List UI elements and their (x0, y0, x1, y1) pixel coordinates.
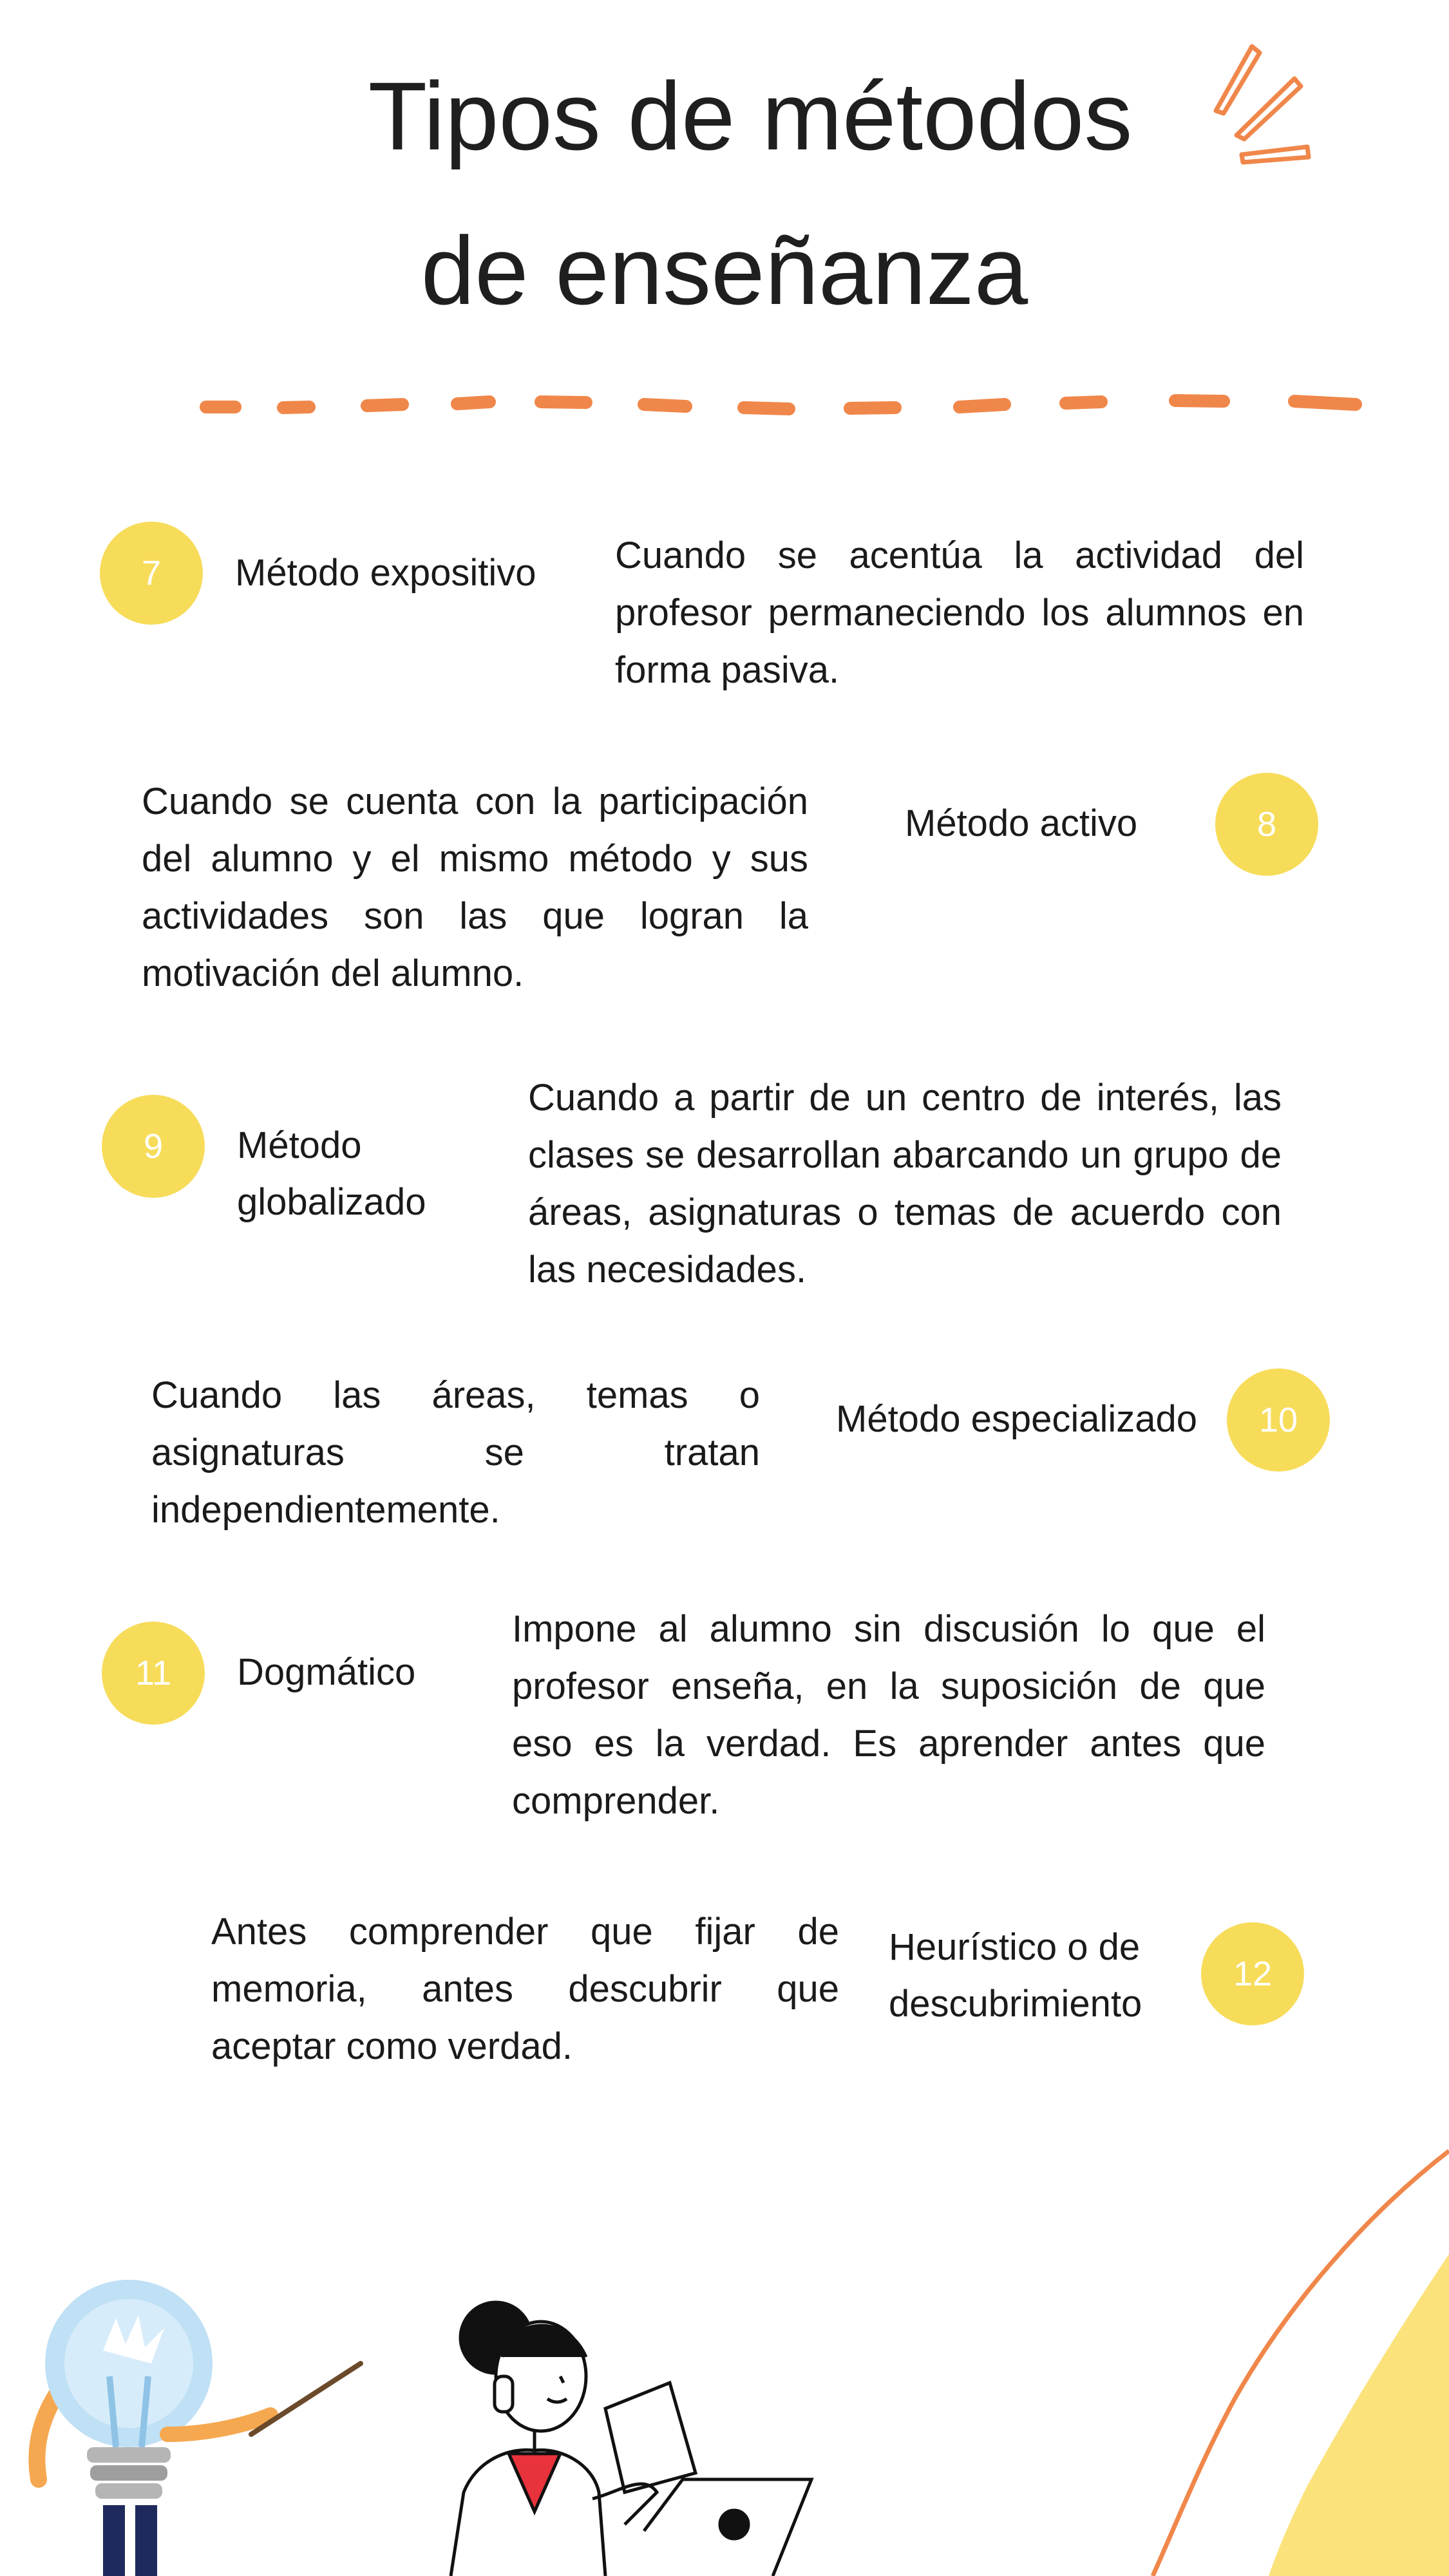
method-name: Método especializado (836, 1398, 1198, 1440)
method-description: Cuando se acentúa la actividad del profesor permaneciendo los alumnos en forma pasiva. (615, 535, 1304, 691)
method-description: Antes comprender que fijar de memoria, antes descubrir que aceptar como verdad. (211, 1911, 839, 2067)
method-description: Cuando las áreas, temas o asignaturas se tratan independientemente. (151, 1374, 760, 1531)
method-name: Método globalizado (237, 1124, 426, 1223)
method-name: Heurístico o de descubrimiento (889, 1926, 1142, 2025)
method-number-badge: 8 (1215, 773, 1318, 876)
method-number-badge: 10 (1227, 1368, 1330, 1472)
method-description: Cuando a partir de un centro de interés, las clases se desarrollan abarcando un grupo de áreas, asignaturas o temas de acuerdo con las necesidades. (528, 1077, 1282, 1291)
page-title-line-1: Tipos de métodos (368, 62, 1133, 170)
wave-decoration (1095, 2138, 1449, 2576)
method-name: Método expositivo (235, 552, 536, 594)
dashed-divider (200, 386, 1365, 419)
method-number-badge: 12 (1201, 1922, 1304, 2025)
method-name: Método activo (905, 802, 1138, 844)
page-title-line-2: de enseñanza (421, 216, 1028, 325)
method-description: Cuando se cuenta con la participación del alumno y el mismo método y sus actividades son las que logran la motivación del alumno. (142, 781, 808, 994)
teacher-laptop-illustration (412, 2280, 914, 2576)
burst-accent-icon (1211, 39, 1314, 167)
method-number-badge: 9 (102, 1095, 205, 1198)
method-number-badge: 11 (102, 1622, 205, 1725)
lightbulb-character-illustration (19, 2280, 380, 2576)
method-name: Dogmático (237, 1651, 416, 1693)
method-number-badge: 7 (100, 522, 203, 625)
method-description: Impone al alumno sin discusión lo que el profesor enseña, en la suposición de que eso es la verdad. Es aprender antes que comprender. (512, 1608, 1265, 1822)
